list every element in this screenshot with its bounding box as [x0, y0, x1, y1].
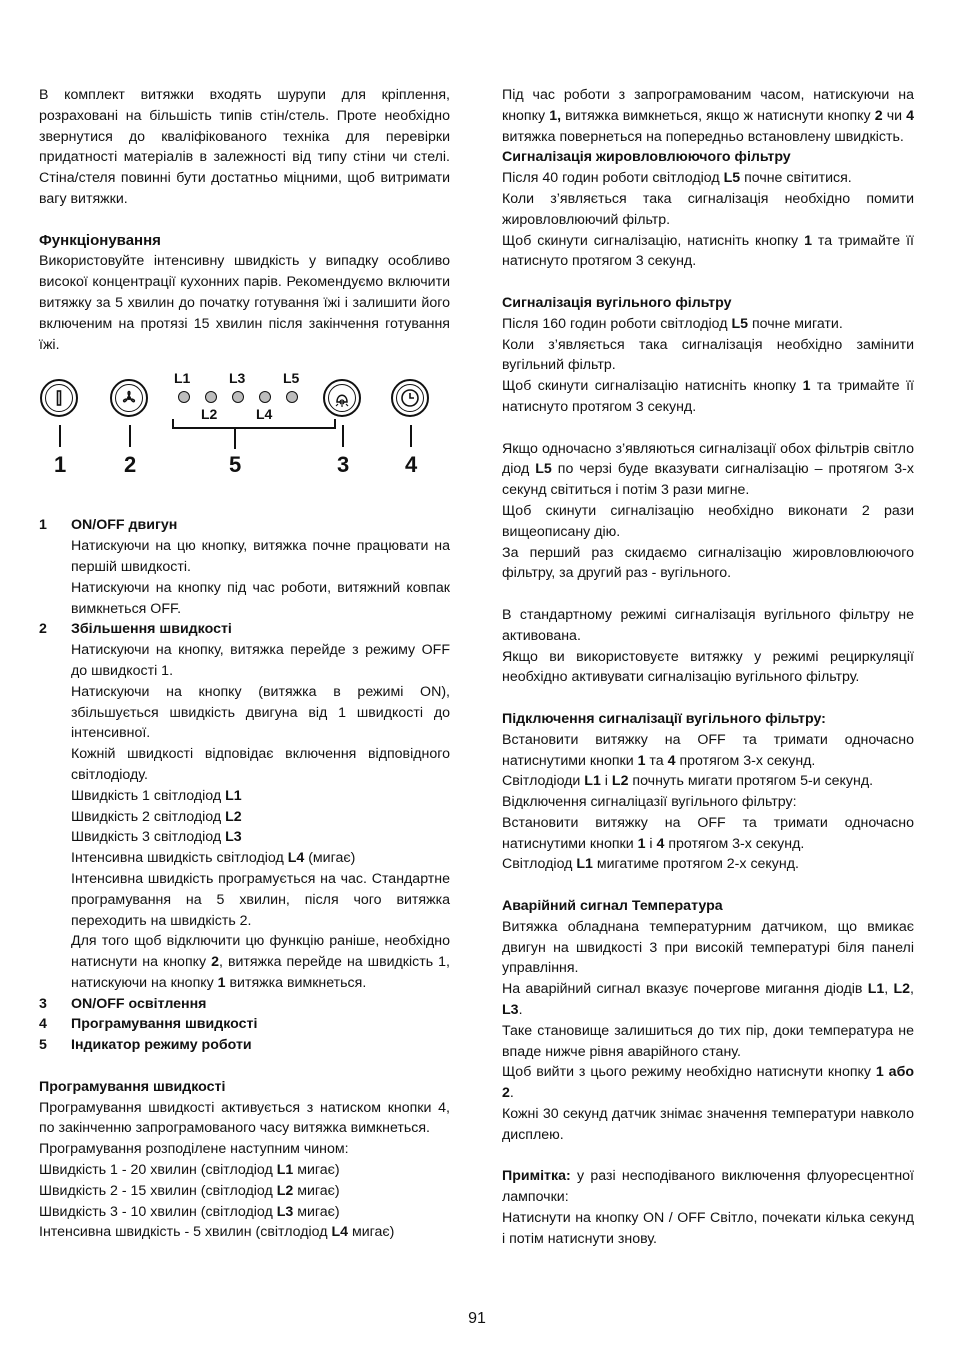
- prog-heading: Програмування швидкості: [39, 1078, 226, 1095]
- note-paragraph-1: [502, 1166, 914, 1208]
- item-1-title: ON/OFF двигун: [71, 517, 178, 534]
- item-2-text-4: Інтенсивна швидкість програмується на час. Стандартне програмування на 5 хвилин, після чого витяжка переходить на швидкість 2.: [71, 870, 450, 929]
- speed-1-text: Швидкість 1 світлодіод: [71, 787, 226, 804]
- prog-speed-4-led: L4: [331, 1224, 349, 1241]
- led-l2: [205, 391, 217, 403]
- conn-p1-e: протягом 3-х секунд.: [675, 752, 816, 769]
- led-label-l3: L3: [229, 370, 246, 387]
- carbon-paragraph-3: [502, 376, 914, 418]
- both-paragraph-2: Щоб скинути сигналізацію необхідно виконати 2 рази вищеописану дію.: [502, 502, 914, 540]
- temp-heading: Аварійний сигнал Температура: [502, 898, 723, 915]
- temp-p4-b: 1 або 2: [502, 1064, 914, 1102]
- prog-speed-4-after: мигає): [348, 1224, 395, 1241]
- temp-p2-a: На аварійний сигнал вказує почергове мигання діодів: [502, 981, 868, 998]
- led-l4: [259, 391, 271, 403]
- prog-speed-3-after: мигає): [293, 1203, 340, 1220]
- conn-heading: Підключення сигналізації вугільного фільтру:: [502, 710, 826, 727]
- conn-paragraph-2: [502, 771, 914, 792]
- item-2-text-3: Кожній швидкості відповідає включення відповідного світлодіоду.: [71, 746, 450, 783]
- conn-p2-e: почнуть мигати протягом 5-и секунд.: [628, 773, 874, 790]
- led-l1: [178, 391, 190, 403]
- grease-heading: Сигналізація жировловлюючого фільтру: [502, 149, 791, 166]
- grease-paragraph-1: [502, 168, 914, 189]
- conn-p5-b: L1: [576, 856, 593, 873]
- conn-p2-a: Світлодіоди: [502, 773, 585, 790]
- prog-paragraph-1: Програмування швидкості активується з натиском кнопки 4, по закінченню запрограмованого часу витяжка вимкнеться.: [39, 1099, 450, 1137]
- carbon-p1-c: почне мигати.: [748, 315, 843, 332]
- item-2-text-5-d: 1: [217, 974, 226, 991]
- led-label-l2: L2: [201, 406, 218, 423]
- temp-paragraph-4: [502, 1062, 914, 1104]
- grease-p3-a: Щоб скинути сигналізацію, натисніть кнопку: [502, 232, 805, 249]
- prog-speed-1-after: мигає): [293, 1162, 340, 1179]
- carbon-p3-b: 1: [802, 378, 811, 395]
- both-p1-c: по черзі буде вказувати сигналізацію – протягом 3-х секунд світиться і потім 3 рази мигне.: [502, 461, 914, 499]
- grease-p1-b: L5: [723, 170, 741, 187]
- item-2-text-2: Натискуючи на кнопку (витяжка в режимі ON), збільшується швидкість двигуна від 1 швидкості до інтенсивної.: [71, 683, 450, 742]
- prog-speed-2: [39, 1181, 450, 1202]
- note-paragraph-2: Натиснути на кнопку ON / OFF Світло, почекати кілька секунд і потім натиснути знову.: [502, 1210, 914, 1247]
- led-bracket: [172, 419, 336, 429]
- led-l5: [286, 391, 298, 403]
- both-paragraph-3: За перший раз скидаємо сигналізацію жировловлюючого фільтру, за другий раз - вугільного.: [502, 544, 914, 582]
- temp-paragraph-3: Таке становище залишиться до тих пір, доки температура не впаде нижче рівня аварійного стану.: [502, 1022, 914, 1060]
- conn-p1-d: 4: [667, 752, 676, 769]
- item-5: [39, 1035, 450, 1056]
- item-2-text-5-a: Для того щоб відключити цю функцію раніше, необхідно натиснути на кнопку: [71, 933, 450, 971]
- temp-p2-b: L1: [867, 981, 885, 998]
- item-1-number: 1: [39, 517, 47, 534]
- carbon-paragraph-2: Коли з’являється така сигналізація необхідно замінити вугільний фільтр.: [502, 336, 914, 374]
- both-paragraph-1: [502, 439, 914, 501]
- speed-4-led: L4: [287, 850, 305, 867]
- led-bracket-stem: [234, 429, 236, 449]
- speed-4-text: Інтенсивна швидкість світлодіод: [71, 850, 288, 867]
- prog-speed-2-after: мигає): [293, 1182, 340, 1199]
- prog-speed-2-text: Швидкість 2 - 15 хвилин (світлодіод: [39, 1182, 277, 1199]
- speed-2-led: L2: [225, 808, 242, 825]
- note-text: у разі несподіваного виключення флуоресцентної лампочки:: [502, 1168, 914, 1206]
- prog-speed-2-led: L2: [276, 1182, 294, 1199]
- p1-d: 2: [874, 107, 883, 124]
- item-4-title: Програмування швидкості: [71, 1016, 258, 1033]
- page-number: 91: [468, 1310, 486, 1327]
- func-paragraph: Використовуйте інтенсивну швидкість у випадку особливо високої концентрації кухонних парів. Рекомендуємо включити витяжку за 5 хвилин до початку готування їжі і залишити його включеним на протязі 15 хвилин після закінчення готування їжі.: [39, 253, 450, 353]
- prog-speed-4: [39, 1222, 450, 1243]
- prog-speed-1-led: L1: [276, 1162, 294, 1179]
- carbon-p3-a: Щоб скинути сигналізацію натисніть кнопку: [502, 378, 803, 395]
- led-label-l1: L1: [174, 370, 191, 387]
- func-heading: Функціонування: [39, 231, 161, 249]
- item-2-text-5-e: витяжка вимкнеться.: [225, 974, 367, 991]
- both-p1-b: L5: [535, 461, 552, 478]
- temp-paragraph-2: [502, 979, 914, 1021]
- conn-p5-a: Світлодіод: [502, 856, 577, 873]
- conn-p2-b: L1: [584, 773, 601, 790]
- temp-p2-f: L3: [502, 1002, 519, 1019]
- note-label: Примітка:: [502, 1168, 571, 1185]
- carbon-p1-b: L5: [731, 315, 749, 332]
- pointer-line-1: [59, 425, 61, 447]
- conn-p4-d: 4: [656, 835, 665, 852]
- carbon-heading: Сигналізація вугільного фільтру: [502, 294, 732, 311]
- conn-p1-a: Встановити витяжку на OFF та тримати одночасно натиснутими кнопки: [502, 731, 914, 769]
- pointer-line-2: [129, 425, 131, 447]
- left-column: [39, 85, 450, 1243]
- temp-p2-g: .: [518, 1002, 523, 1019]
- conn-p4-c: і: [645, 835, 657, 852]
- led-label-l5: L5: [283, 370, 300, 387]
- led-l3: [232, 391, 244, 403]
- temp-paragraph-1: Витяжка обладнана температурним датчиком, що вмикає двигун на швидкості 3 при високій температурі біля панелі управління.: [502, 918, 914, 977]
- grease-p3-c: та тримайте її натиснуто протягом 3 секунд.: [502, 232, 914, 270]
- p1-e: чи: [882, 107, 907, 124]
- label-number-5: 5: [229, 452, 242, 478]
- p1-c: витяжка вимкнеться, якщо ж натиснути кнопку: [561, 107, 875, 124]
- prog-speed-1: [39, 1160, 450, 1181]
- conn-p4-e: протягом 3-х секунд.: [664, 835, 805, 852]
- prog-speed-4-text: Інтенсивна швидкість - 5 хвилин (світлодіод: [39, 1224, 332, 1241]
- grease-p3-b: 1: [804, 232, 812, 249]
- item-2-title: Збільшення швидкості: [71, 621, 232, 638]
- speed-3-line: [39, 827, 450, 848]
- label-number-2: 2: [124, 452, 137, 478]
- both-p1-a: Якщо одночасно з’являються сигналізації обох фільтрів світло діод: [502, 440, 914, 478]
- label-number-4: 4: [405, 452, 418, 478]
- conn-p5-c: мигатиме протягом 2-х секунд.: [592, 856, 799, 873]
- grease-p1-a: Після 40 годин роботи світлодіод: [502, 170, 724, 187]
- speed-2-line: [39, 807, 450, 828]
- conn-paragraph-1: [502, 730, 914, 772]
- prog-speed-3-led: L3: [276, 1203, 294, 1220]
- control-panel-diagram: [39, 370, 450, 515]
- light-button-icon: [323, 379, 361, 417]
- pointer-line-4: [410, 425, 412, 447]
- right-column: [502, 85, 914, 1250]
- led-label-l4: L4: [256, 406, 273, 423]
- conn-paragraph-5: [502, 854, 914, 875]
- conn-p1-b: 1: [637, 752, 646, 769]
- p1-f: 4: [906, 107, 915, 124]
- speed-4-after: (мигає): [304, 850, 356, 867]
- p1-g: витяжка повернеться на попередньо встановлену швидкість.: [502, 128, 904, 145]
- conn-p4-a: Встановити витяжку на OFF та тримати одночасно натиснутими кнопки: [502, 814, 914, 852]
- item-2-text-5-c: , витяжка перейде на швидкість 1, натискуючи на кнопку: [71, 954, 450, 991]
- speed-3-led: L3: [225, 829, 242, 846]
- speed-1-led: L1: [225, 787, 242, 804]
- prog-speed-3-text: Швидкість 3 - 10 хвилин (світлодіод: [39, 1203, 277, 1220]
- item-5-number: 5: [39, 1037, 47, 1054]
- temp-p2-e: ,: [910, 981, 914, 998]
- temp-p4-a: Щоб вийти з цього режиму необхідно натиснути кнопку: [502, 1064, 876, 1081]
- grease-paragraph-3: [502, 231, 914, 273]
- item-3-title: ON/OFF освітлення: [71, 995, 207, 1012]
- intro-paragraph: В комплект витяжки входять шурупи для кріплення, розраховані на більшість типів стін/стель. Проте необхідно звернутися до кваліфікованого техніка для перевірки придатності матеріалів в залежності від типу стіни чи стелі. Стіна/стеля повинні бути достатньо міцними, щоб витримати вагу витяжки.: [39, 87, 450, 207]
- speed-1-line: [39, 786, 450, 807]
- prog-speed-3: [39, 1202, 450, 1223]
- label-number-3: 3: [337, 452, 350, 478]
- prog-speed-1-text: Швидкість 1 - 20 хвилин (світлодіод: [39, 1162, 277, 1179]
- label-number-1: 1: [54, 452, 67, 478]
- item-2-text-1: Натискуючи на кнопку, витяжка перейде з режиму OFF до швидкості 1.: [71, 642, 450, 679]
- item-2-number: 2: [39, 621, 47, 638]
- item-1-text-1: Натискуючи на цю кнопку, витяжка почне працювати на першій швидкості.: [71, 538, 450, 575]
- item-3: [39, 994, 450, 1015]
- carbon-paragraph-1: [502, 314, 914, 335]
- prog-cancel-paragraph: [502, 85, 914, 147]
- item-2-text-5-b: 2: [211, 954, 219, 971]
- prog-paragraph-2: Програмування розподілене наступним чином:: [39, 1141, 349, 1158]
- grease-paragraph-2: Коли з’являється така сигналізація необхідно помити жировловлюючий фільтр.: [502, 190, 914, 228]
- item-2-text-5: [39, 931, 450, 993]
- fan-button-icon: [110, 379, 148, 417]
- speed-3-text: Швидкість 3 світлодіод: [71, 829, 226, 846]
- temp-p2-c: ,: [884, 981, 894, 998]
- conn-p4-b: 1: [637, 835, 646, 852]
- std-paragraph-1: В стандартному режимі сигналізація вугільного фільтру не активована.: [502, 606, 914, 644]
- conn-paragraph-4: [502, 813, 914, 855]
- std-paragraph-2: Якщо ви використовуєте витяжку у режимі рециркуляції необхідно активувати сигналізацію вугільного фільтру.: [502, 648, 914, 686]
- temp-p2-d: L2: [893, 981, 911, 998]
- carbon-p3-c: та тримайте її натиснуто протягом 3 секунд.: [502, 378, 914, 415]
- item-5-title: Індикатор режиму роботи: [71, 1037, 252, 1054]
- item-3-number: 3: [39, 995, 47, 1012]
- p1-a: Під час роботи з запрограмованим часом, натискуючи на кнопку: [502, 87, 914, 124]
- speed-2-text: Швидкість 2 світлодіод: [71, 808, 226, 825]
- item-1-text-2: Натискуючи на кнопку під час роботи, витяжний ковпак вимкнеться OFF.: [71, 579, 450, 617]
- p1-b: 1,: [549, 107, 562, 124]
- item-2: [39, 619, 450, 640]
- grease-p1-c: почне світитися.: [740, 170, 852, 187]
- power-button-icon: [40, 379, 78, 417]
- pointer-line-3: [342, 425, 344, 447]
- timer-button-icon: [391, 379, 429, 417]
- conn-p1-c: та: [645, 752, 668, 769]
- temp-p4-c: .: [509, 1085, 514, 1102]
- carbon-p1-a: Після 160 годин роботи світлодіод: [502, 315, 732, 332]
- conn-paragraph-3: Відключення сигналіцазії вугільного фільтру:: [502, 794, 797, 811]
- speed-4-line: [39, 848, 450, 869]
- temp-paragraph-5: Кожні 30 секунд датчик знімає значення температури навколо дисплею.: [502, 1106, 914, 1143]
- conn-p2-d: L2: [611, 773, 629, 790]
- item-1: [39, 515, 450, 536]
- conn-p2-c: і: [600, 773, 612, 790]
- item-4-number: 4: [39, 1016, 47, 1033]
- item-4: [39, 1014, 450, 1035]
